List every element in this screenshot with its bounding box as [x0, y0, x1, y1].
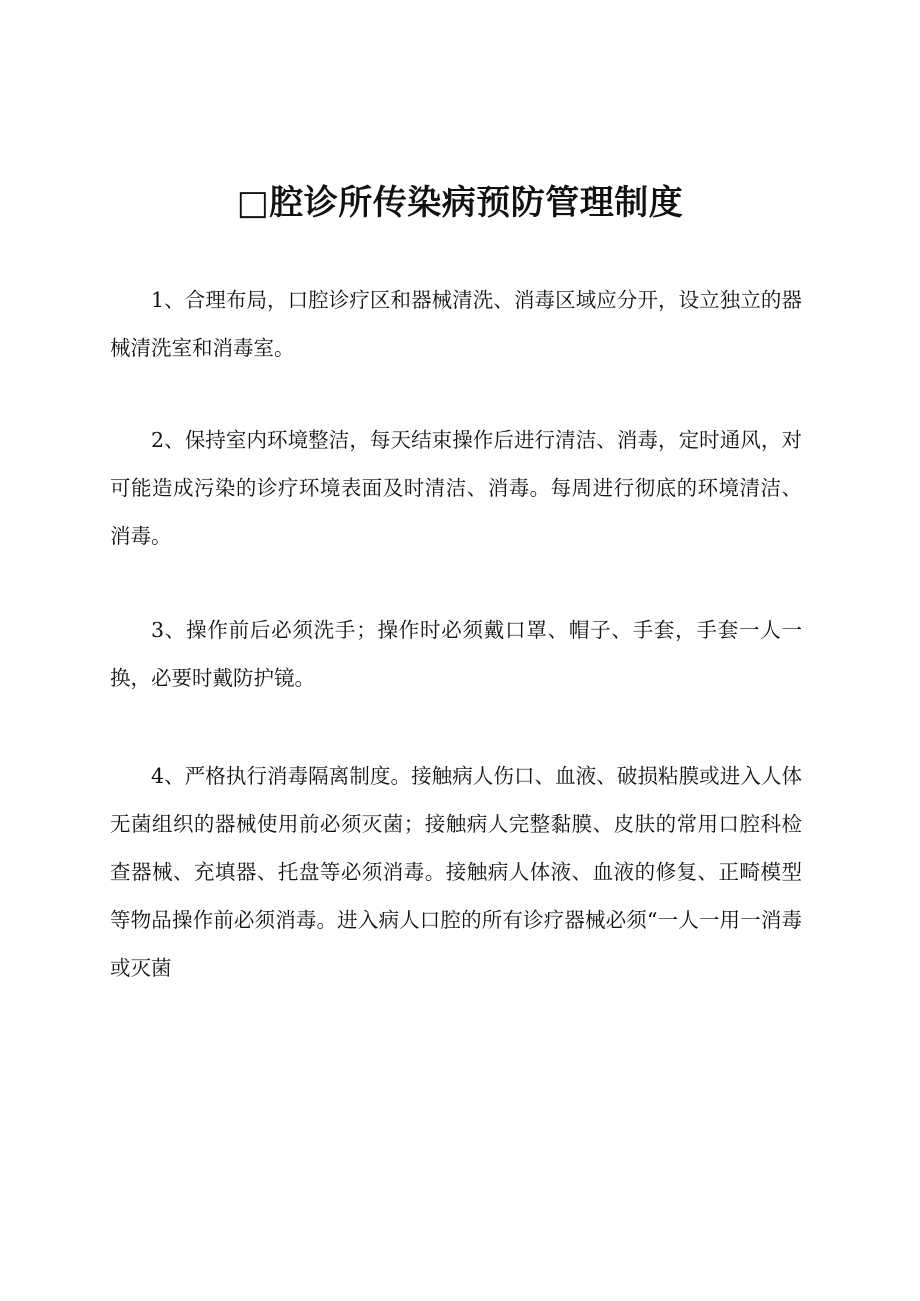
paragraph-2: 2、保持室内环境整洁，每天结束操作后进行清洁、消毒，定时通风，对可能造成污染的诊疗环境表面及时清洁、消毒。每周进行彻底的环境清洁、消毒。 [110, 428, 802, 548]
paragraph-3: 3、操作前后必须洗手；操作时必须戴口罩、帽子、手套，手套一人一换，必要时戴防护镜。 [110, 618, 802, 690]
document-title: □腔诊所传染病预防管理制度 [236, 183, 684, 223]
paragraph-4: 4、严格执行消毒隔离制度。接触病人伤口、血液、破损粘膜或进入人体无菌组织的器械使用前必须灭菌；接触病人完整黏膜、皮肤的常用口腔科检查器械、充填器、托盘等必须消毒。接触病人体液、血液的修复、正畸模型等物品操作前必须消毒。进入病人口腔的所有诊疗器械必须“一人一用一消毒或灭菌 [110, 764, 802, 980]
paragraph-1: 1、合理布局，口腔诊疗区和器械清洗、消毒区域应分开，设立独立的器械清洗室和消毒室。 [110, 288, 802, 360]
